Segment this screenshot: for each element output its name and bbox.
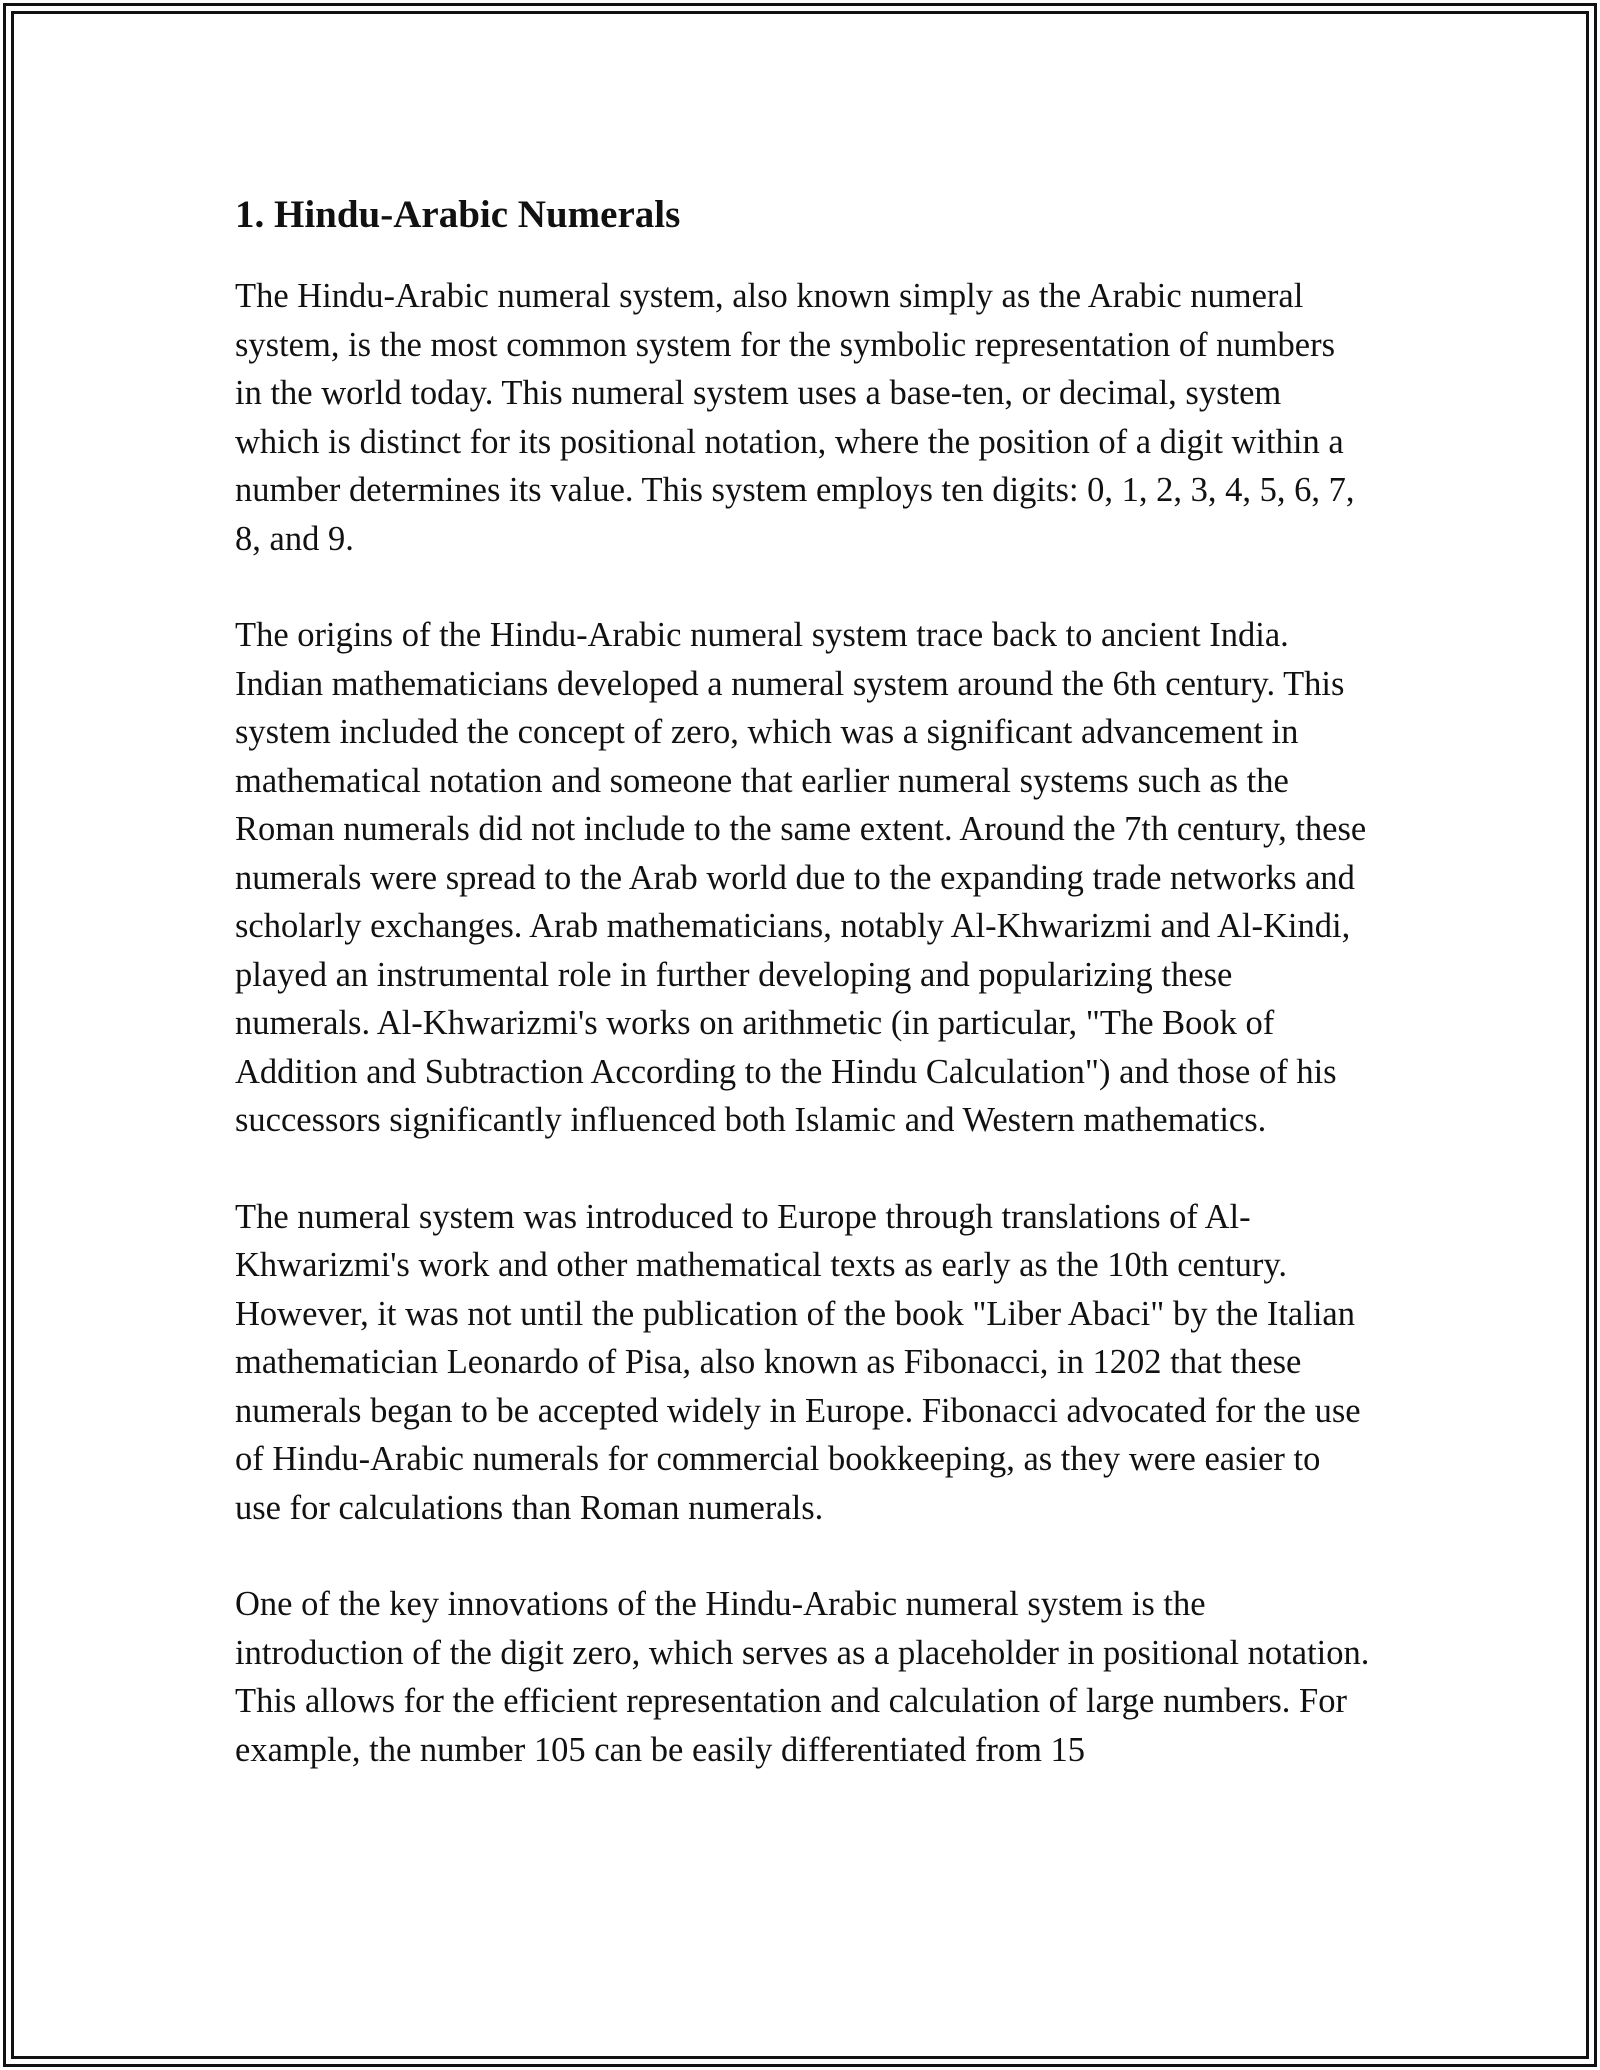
document-body	[235, 188, 1370, 1822]
paragraph-europe: The numeral system was introduced to Europe through translations of Al-Khwarizmi's work and other mathematical texts as early as the 10th century. However, it was not until the publication of the book "Liber Abaci" by the Italian mathematician Leonardo of Pisa, also known as Fibonacci, in 1202 that these numerals began to be accepted widely in Europe. Fibonacci advocated for the use of Hindu-Arabic numerals for commercial bookkeeping, as they were easier to use for calculations than Roman numerals.	[235, 1197, 1361, 1527]
paragraph-zero: One of the key innovations of the Hindu-Arabic numeral system is the introduction of the digit zero, which serves as a placeholder in positional notation. This allows for the efficient representation and calculation of large numbers. For example, the number 105 can be easily differentiated from 15	[235, 1585, 1370, 1769]
paragraph-overview: The Hindu-Arabic numeral system, also known simply as the Arabic numeral system, is the most common system for the symbolic representation of numbers in the world today. This numeral system uses a base-ten, or decimal, system which is distinct for its positional notation, where the position of a digit within a number determines its value. This system employs ten digits: 0, 1, 2, 3, 4, 5, 6, 7, 8, and 9.	[235, 277, 1355, 558]
section-heading: 1. Hindu-Arabic Numerals	[235, 193, 681, 236]
paragraph-origins: The origins of the Hindu-Arabic numeral system trace back to ancient India. Indian mathematicians developed a numeral system around the 6th century. This system included the concept of zero, which was a significant advancement in mathematical notation and someone that earlier numeral systems such as the Roman numerals did not include to the same extent. Around the 7th century, these numerals were spread to the Arab world due to the expanding trade networks and scholarly exchanges. Arab mathematicians, notably Al-Khwarizmi and Al-Kindi, played an instrumental role in further developing and popularizing these numerals. Al-Khwarizmi's works on arithmetic (in particular, "The Book of Addition and Subtraction According to the Hindu Calculation") and those of his successors significantly influenced both Islamic and Western mathematics.	[235, 616, 1367, 1139]
